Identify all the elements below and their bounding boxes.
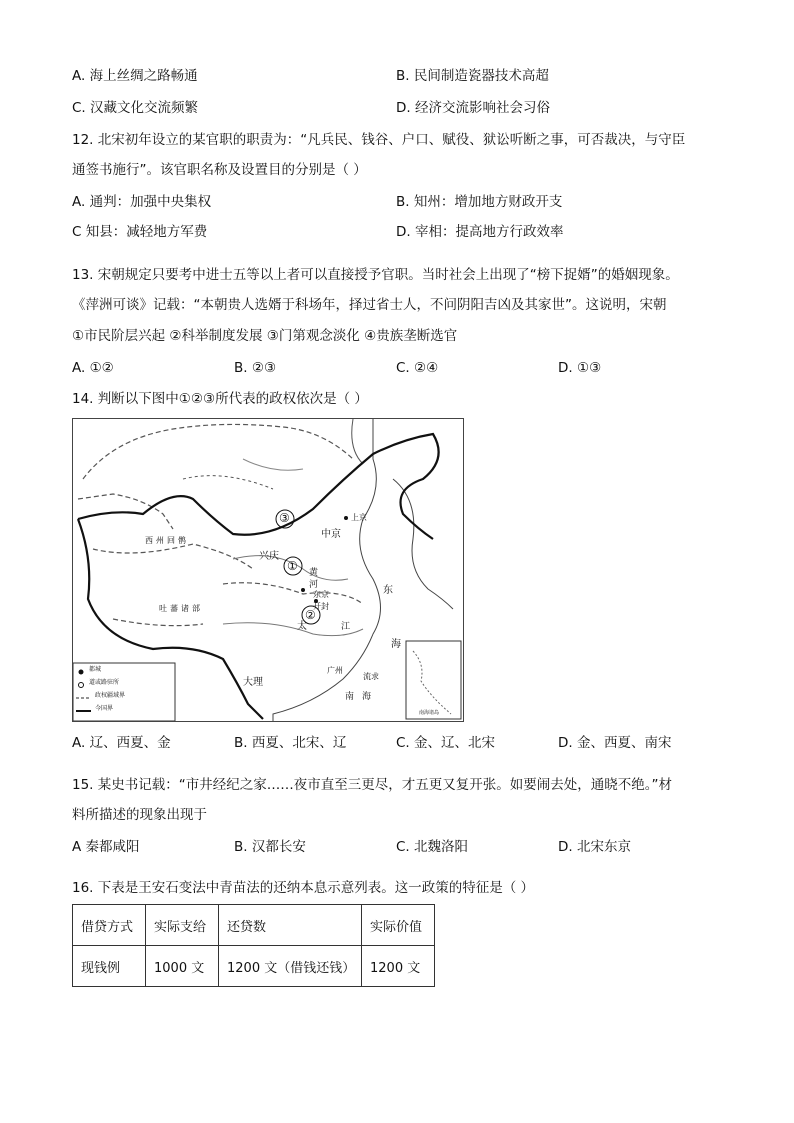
legend-regime-border: 政权疆域界 bbox=[95, 692, 126, 699]
map-label-zhongjing: 中京 bbox=[321, 529, 341, 540]
map-label-he: 河 bbox=[309, 580, 319, 590]
q11-option-c: C. 汉藏文化交流频繁 bbox=[72, 100, 199, 116]
table-cell: 1000 文 bbox=[146, 946, 219, 987]
q13-option-b: B. ②③ bbox=[234, 360, 277, 376]
q15-stem-line1: 15. 某史书记载：“市井经纪之家……夜市直至三更尽，才五更又复开张。如要闹去处，通晓不绝。”材 bbox=[72, 777, 672, 793]
map-label-nanhai-islands: 南海诸岛 bbox=[419, 710, 440, 716]
qingmiao-table bbox=[72, 904, 435, 987]
map-label-jiang: 江 bbox=[341, 622, 351, 632]
map-label-3: ③ bbox=[279, 511, 290, 525]
q14-option-b: B. 西夏、北宋、辽 bbox=[234, 735, 347, 751]
table-header-cell: 借贷方式 bbox=[73, 905, 146, 946]
map-label-kaifeng: 开封 bbox=[313, 602, 329, 611]
q12-stem-line2: 通签书施行”。该官职名称及设置目的分别是（ ） bbox=[72, 162, 367, 178]
q12-option-a: A. 通判：加强中央集权 bbox=[72, 194, 212, 210]
legend-circuit-seat: 道或路驻所 bbox=[89, 679, 120, 686]
q12-option-d: D. 宰相：提高地方行政效率 bbox=[396, 224, 564, 240]
map-label-shangjing: 上京 bbox=[351, 513, 367, 522]
map-label-huang: 黄 bbox=[309, 568, 319, 578]
map-label-tubo: 吐蕃诸部 bbox=[159, 604, 203, 613]
q15-option-d: D. 北宋东京 bbox=[558, 839, 631, 855]
q14-stem: 14. 判断以下图中①②③所代表的政权依次是（ ） bbox=[72, 391, 368, 407]
legend-modern-border: 今国界 bbox=[95, 705, 114, 712]
q15-option-a: A 秦都咸阳 bbox=[72, 839, 140, 855]
map-label-xizhou-huihu: 西州回鹘 bbox=[145, 536, 189, 545]
table-cell: 1200 文 bbox=[362, 946, 435, 987]
map-label-hai: 海 bbox=[391, 639, 401, 650]
q13-option-c: C. ②④ bbox=[396, 360, 439, 376]
map-label-guangzhou: 广州 bbox=[327, 666, 343, 675]
q13-stem-line1: 13. 宋朝规定只要考中进士五等以上者可以直接授予官职。当时社会上出现了“榜下捉婿”的婚姻现象。 bbox=[72, 267, 679, 283]
legend-capital: 都城 bbox=[89, 666, 102, 673]
q13-stem-line2: 《萍洲可谈》记载：“本朝贵人选婿于科场年，择过省士人，不问阴阳吉凶及其家世”。这说明，宋朝 bbox=[72, 297, 667, 313]
q13-stem-line3: ①市民阶层兴起 ②科举制度发展 ③门第观念淡化 ④贵族垄断选官 bbox=[72, 328, 458, 344]
q12-stem-line1: 12. 北宋初年设立的某官职的职责为：“凡兵民、钱谷、户口、赋役、狱讼听断之事，可否裁决，与守臣 bbox=[72, 132, 686, 148]
table-cell: 1200 文（借钱还钱） bbox=[219, 946, 362, 987]
map-label-dong: 东 bbox=[383, 585, 393, 596]
q11-option-d: D. 经济交流影响社会习俗 bbox=[396, 100, 550, 116]
map-label-nanhai: 南海 bbox=[345, 692, 380, 702]
map-label-xingqing: 兴庆 bbox=[259, 551, 279, 562]
q13-option-d: D. ①③ bbox=[558, 360, 602, 376]
q14-option-c: C. 金、辽、北宋 bbox=[396, 735, 496, 751]
table-row bbox=[73, 946, 435, 987]
table-header-cell: 实际支给 bbox=[146, 905, 219, 946]
map-label-dali: 大理 bbox=[243, 677, 263, 688]
song-era-map bbox=[72, 418, 464, 722]
q15-option-b: B. 汉都长安 bbox=[234, 839, 306, 855]
q11-option-a: A. 海上丝绸之路畅通 bbox=[72, 68, 198, 84]
q15-stem-line2: 料所描述的现象出现于 bbox=[72, 807, 207, 823]
q14-option-a: A. 辽、西夏、金 bbox=[72, 735, 171, 751]
q12-option-b: B. 知州：增加地方财政开支 bbox=[396, 194, 563, 210]
q15-option-c: C. 北魏洛阳 bbox=[396, 839, 469, 855]
map-label-tai: 太 bbox=[297, 621, 307, 632]
map-label-1: ① bbox=[287, 559, 298, 573]
table-header-cell: 还贷数 bbox=[219, 905, 362, 946]
q13-option-a: A. ①② bbox=[72, 360, 114, 376]
table-header-cell: 实际价值 bbox=[362, 905, 435, 946]
table-cell: 现钱例 bbox=[73, 946, 146, 987]
q16-stem: 16. 下表是王安石变法中青苗法的还纳本息示意列表。这一政策的特征是（ ） bbox=[72, 880, 535, 896]
q14-option-d: D. 金、西夏、南宋 bbox=[558, 735, 672, 751]
map-label-liuqiu: 流求 bbox=[363, 672, 379, 681]
table-header-row bbox=[73, 905, 435, 946]
map-label-dongjing: 东京 bbox=[313, 590, 329, 599]
q11-option-b: B. 民间制造瓷器技术高超 bbox=[396, 68, 549, 84]
map-label-2: ② bbox=[305, 608, 316, 622]
q12-option-c: C 知县：减轻地方军费 bbox=[72, 224, 208, 240]
